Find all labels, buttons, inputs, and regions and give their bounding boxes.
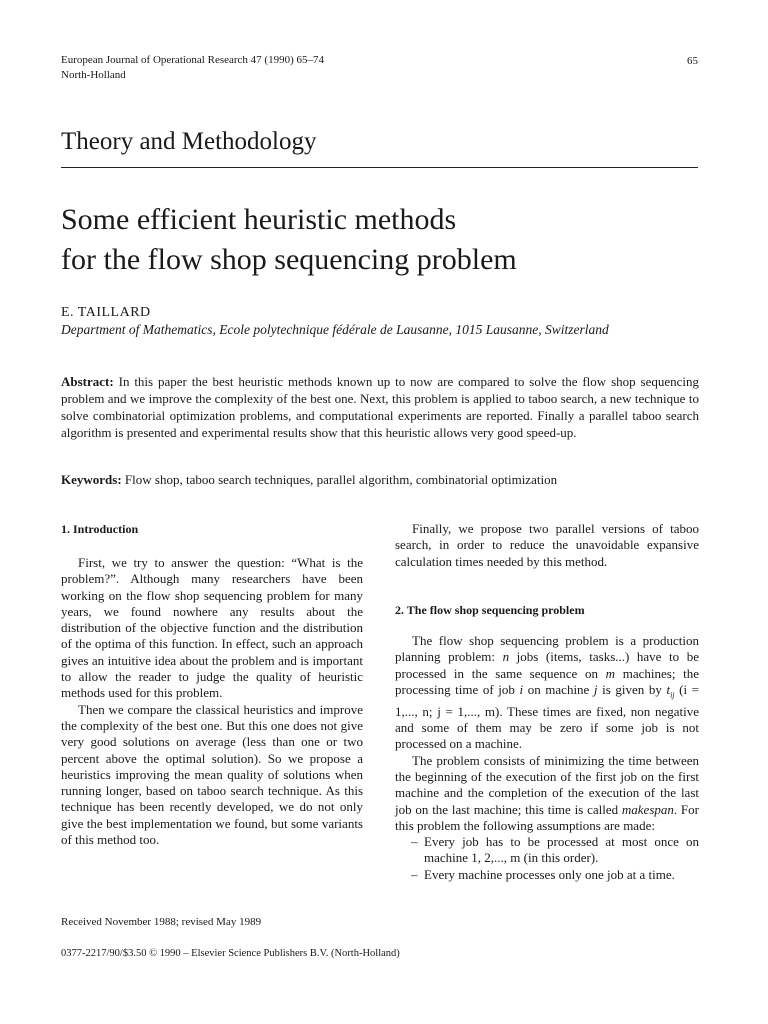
intro-paragraph-2: Then we compare the classical heuristics and improve the complexity of the best one. But this one does not give very good solutions on average (less than one or two percent above the optimal solution). So we propose a heuristics improving the mean quality of solutions when running longer, based on taboo search technique. As this technique has been recently developed, we do not only give the best implementation we found, but some variants of this method too. [61, 701, 363, 848]
author-affiliation: Department of Mathematics, Ecole polytechnique fédérale de Lausanne, 1015 Lausanne, Switzerland [61, 322, 609, 337]
assumptions-list [395, 834, 699, 883]
author-name: E. TAILLARD [61, 305, 151, 320]
right-column-section2 [395, 633, 699, 883]
title-line-1: Some efficient heuristic methods [61, 203, 457, 236]
flow-shop-paragraph-1: The flow shop sequencing problem is a production planning problem: n jobs (items, tasks...) have to be processed in the same sequence on m machines; the processing time of job i on machine j is given by $t_{ij}$ (i = 1,..., n; j = 1,..., m). These times are fixed, non negative and some of them may be zero if some job is not processed on a machine. [395, 633, 699, 752]
intro-paragraph-3: Finally, we propose two parallel versions of taboo search, in order to reduce the unavoidable expansive calculation times needed by this method. [395, 521, 699, 569]
list-item: – Every machine processes only one job at a time. [411, 867, 699, 883]
left-column [61, 555, 363, 848]
header-divider [61, 167, 698, 168]
intro-paragraph-1: First, we try to answer the question: “What is the problem?”. Although many researchers have been working on the flow shop sequencing problem for many years, we found nowhere any results about the distribution of the objective function and the distribution of the optima of this function. In effect, such an approach gives an intuitive idea about the problem and is important to allow the reader to judge the quality of heuristic methods used for this problem. [61, 555, 363, 701]
title-line-2: for the flow shop sequencing problem [61, 243, 517, 276]
article-title [61, 200, 517, 280]
section-heading-introduction: 1. Introduction [61, 522, 139, 536]
abstract-label: Abstract: [61, 374, 114, 389]
keywords [61, 472, 557, 488]
abstract-text: In this paper the best heuristic methods known up to now are compared to solve the flow shop sequencing problem and we improve the complexity of the best one. Next, this problem is applied to taboo search, a new technique to solve combinatorial optimization problems, and computational experiments are reported. Finally a parallel taboo search algorithm is presented and experimental results show that this heuristic allows very good speed-up. [61, 374, 699, 440]
right-column-top [395, 521, 699, 570]
list-item: – Every job has to be processed at most once on machine 1, 2,..., m (in this order). [411, 834, 699, 867]
section-title: Theory and Methodology [61, 128, 317, 155]
page-number: 65 [687, 55, 698, 67]
section-heading-flow-shop: 2. The flow shop sequencing problem [395, 603, 585, 617]
keywords-label: Keywords: [61, 472, 122, 487]
abstract [61, 373, 699, 441]
keywords-text: Flow shop, taboo search techniques, parallel algorithm, combinatorial optimization [124, 472, 558, 487]
journal-line-2: North-Holland [61, 69, 126, 81]
journal-line-1: European Journal of Operational Research 47 (1990) 65–74 [61, 54, 325, 66]
received-date: Received November 1988; revised May 1989 [61, 916, 262, 928]
copyright-line: 0377-2217/90/$3.50 © 1990 – Elsevier Science Publishers B.V. (North-Holland) [61, 948, 400, 959]
journal-citation [61, 53, 324, 83]
flow-shop-paragraph-2: The problem consists of minimizing the time between the beginning of the execution of the first job on the first machine and the completion of the execution of the last job on the last machine; this time is called makespan. For this problem the following assumptions are made: [395, 752, 699, 833]
